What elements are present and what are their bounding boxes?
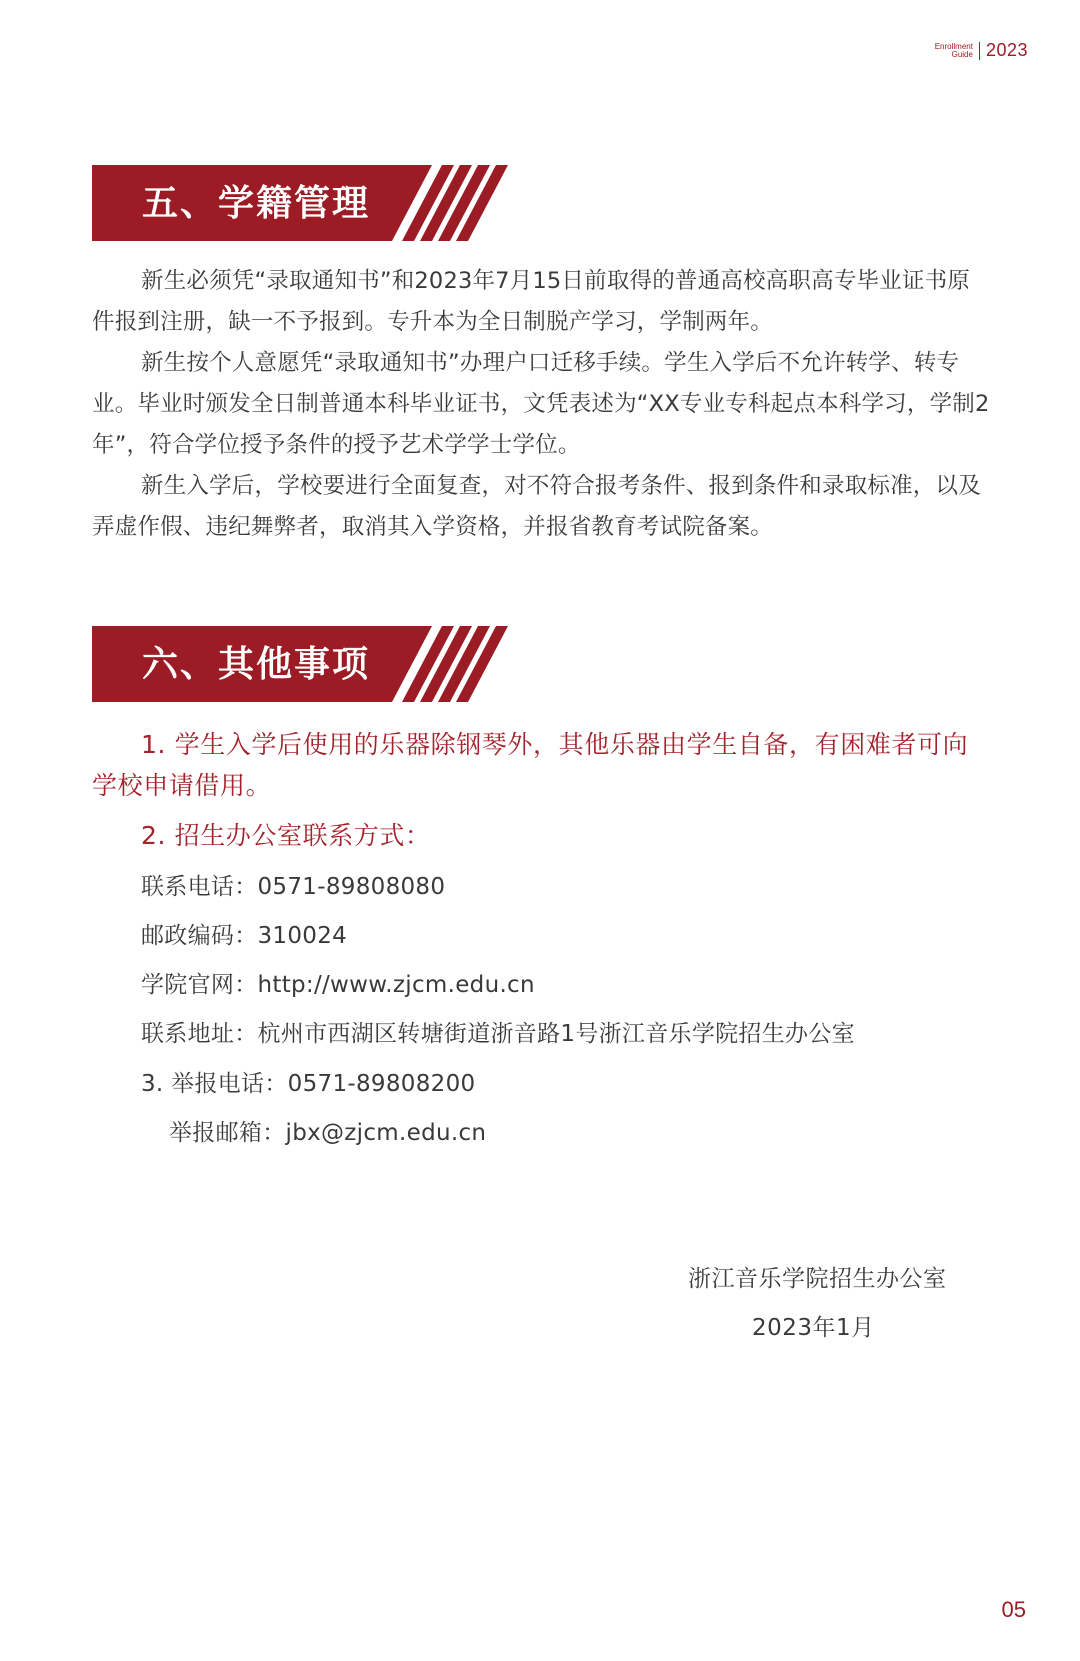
contact-phone: 联系电话：0571-89808080 [141, 874, 446, 900]
header-brand [935, 40, 1028, 61]
brand-line-1: Enrollment [934, 41, 973, 51]
section-6-banner [92, 626, 512, 702]
brand-line-2: Guide [951, 49, 973, 59]
brand-year: 2023 [985, 40, 1028, 60]
signature-org: 浙江音乐学院招生办公室 [688, 1266, 947, 1292]
report-email[interactable]: 举报邮箱：jbx@zjcm.edu.cn [169, 1120, 487, 1146]
section-5-title: 五、学籍管理 [142, 182, 371, 224]
item-2-text: 2. 招生办公室联系方式： [141, 821, 431, 850]
report-phone: 3. 举报电话：0571-89808200 [141, 1071, 476, 1097]
section-5-banner [92, 165, 512, 241]
section-5-paragraph-1: 新生必须凭“录取通知书”和2023年7月15日前取得的普通高校高职高专毕业证书原件报到注册，缺一不予报到。专升本为全日制脱产学习，学制两年。 [92, 268, 971, 335]
contact-address: 联系地址：杭州市西湖区转塘街道浙音路1号浙江音乐学院招生办公室 [141, 1021, 855, 1047]
section-6-item-2 [92, 815, 992, 856]
contact-website[interactable]: 学院官网：http://www.zjcm.edu.cn [141, 972, 535, 998]
section-5-paragraph-3: 新生入学后，学校要进行全面复查，对不符合报考条件、报到条件和录取标准，以及弄虚作假、违纪舞弊者，取消其入学资格，并报省教育考试院备案。 [92, 473, 981, 540]
contact-postcode: 邮政编码：310024 [141, 923, 348, 949]
section-5-paragraph-2: 新生按个人意愿凭“录取通知书”办理户口迁移手续。学生入学后不允许转学、转专业。毕业时颁发全日制普通本科毕业证书，文凭表述为“XX专业专科起点本科学习，学制2年”，符合学位授予条件的授予艺术学学士学位。 [92, 350, 990, 458]
brand-wordmark [935, 43, 973, 59]
section-5-body [92, 261, 992, 548]
page-number: 05 [1001, 1597, 1026, 1622]
section-6-item-1 [92, 724, 992, 806]
brand-separator [979, 42, 980, 60]
item-1-text: 1. 学生入学后使用的乐器除钢琴外，其他乐器由学生自备，有困难者可向学校申请借用。 [92, 730, 969, 800]
section-6-title: 六、其他事项 [142, 643, 371, 685]
signature-date: 2023年1月 [752, 1315, 875, 1341]
